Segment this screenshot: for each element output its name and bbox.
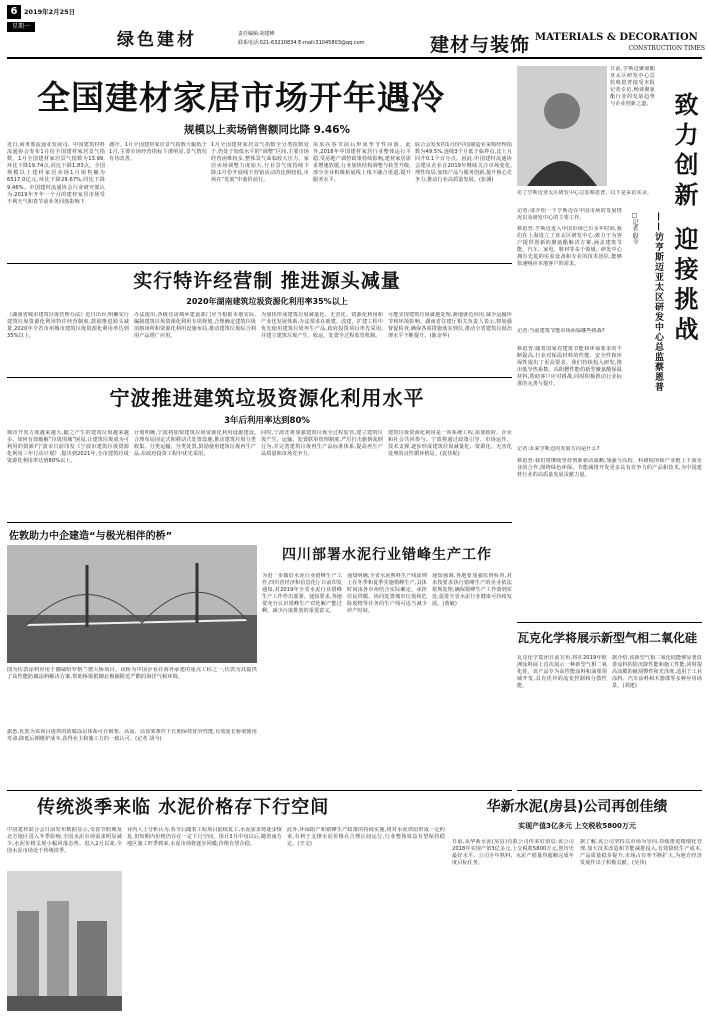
subheadline: 2020年湖南建筑垃圾资源化利用率35%以上 — [186, 297, 348, 306]
body-col-3: 通知强调,各地要加强监督检查,对未按要求执行错峰生产的企业依法依规处理,确保错峰生产工作落到实处,促进全省水泥行业健康可持续发展。(黄敏) — [432, 573, 512, 608]
body-col-1: 为进一步做好水泥行业错峰生产工作,四川省经济和信息化厅日前印发通知,对2019年全省水泥行业错峰生产工作作出部署。通知要求,各地要充分认识错峰生产对化解产能过剩、减少污染排放的重要意义。 — [262, 573, 342, 615]
body-col-3: 此外,环保限产和错峰生产政策的持续实施,将对水泥供给形成一定约束,有利于支撑水泥价格在合理区间运行,行业整体效益有望保持稳定。(辛文) — [287, 827, 445, 848]
headline: 全国建材家居市场开年遇冷 — [37, 78, 445, 117]
subheadline: 规模以上卖场销售额同比降 9.46% — [183, 124, 351, 136]
body-col-4: 建筑垃圾资源化利用是一项系统工程,需要政府、企业和社会共同参与。宁波将通过政策引导、市场运作、技术支撑,逐步形成建筑垃圾减量化、资源化、无害化处理的良性循环格局。(袁佳妮) — [388, 430, 512, 458]
article-huaxin-cement — [452, 793, 702, 1018]
cement-plant-photo — [7, 871, 122, 1011]
body-col-1: 中国建材联合会日前发布数据显示,受春节假期及北方地区进入冬季影响,全国水泥市场需求明显减少,水泥价格呈现小幅回落态势。进入2月以来,全国水泥市场处于传统淡季。 — [7, 827, 122, 855]
editor-contact: 联系电话:021-63210834 E-mail:31045803@qq.com — [238, 40, 365, 46]
intro: 访了亨斯迈亚太区研发中心总监蔡恩普。以下是采访实录。 — [517, 190, 653, 196]
body-col-1: 近日,商务部流通业发展司、中国建筑材料流通协会发布1月份全国建材家居景气指数。1月全国建材家居景气指数为13.99,环比下降19.74点,同比下降1.83点。全国规模以上建材家居卖场1月销售额为6517.0亿元,环比下降29.67%,同比下降9.46%。中国建材流通协会行业研究部认为,2019年开年一个月的建材家居市场受不利天气和春节前业务回落影响下 — [7, 142, 105, 205]
body-col-1: 瓦克化学集团日前宣布,将在2019年欧洲涂料展上首次展示一种新型气相二氧化硅。该产品专为高性能涂料和油墨领域开发,具有优异的流变控制和分散性能。 — [517, 655, 607, 690]
subheadline: ——访亨斯迈亚太区研发中心总监蔡恩普 — [653, 212, 663, 392]
photo-caption: 图为佐敦涂料应用于挪威哈罗格兰德大桥项目。该桥为中国企业在海外承建的重点工程之一,佐敦为其提供了高性能防腐涂料解决方案,帮助桥梁抵御北极圈附近严酷的海洋气候环境。 — [7, 667, 257, 681]
body-col-4: 需求在春节前后形成季节性回落。此外,2018年中国建材家居行业整体运行平稳,受房地产调控政策持续影响,建材家居需求增速放缓,行业加快结构调整与转型升级,部分企业积极拓展线上线下融合渠道,提升服务水平。 — [313, 142, 411, 184]
divider — [7, 790, 512, 791]
byline: □记者 殷今 — [631, 212, 638, 245]
article-jotun-bridge — [7, 525, 257, 787]
section-title-center: 建材与装饰 — [430, 34, 531, 56]
headline: 四川部署水泥行业错峰生产工作 — [282, 547, 492, 563]
person-silhouette — [517, 66, 607, 186]
headline: 实行特许经营制 推进源头减量 — [133, 270, 401, 292]
body-5: 记者:未来亨斯迈的发展方向是什么? — [517, 446, 600, 452]
body-col-3: 1月全国建材家居景气指数全分类指数处于,仍处于较低水平的“调整”区间,主要市场经营困难较多,整体景气面临较大压力。家居卖场调整力度加大,行业景气度持续下降;1月份开展线下营销活动的比例较低,市场在“发展”中曲折前行。 — [211, 142, 309, 184]
divider — [7, 263, 512, 264]
section-title-left: 绿色建材 — [117, 30, 197, 49]
divider — [517, 790, 702, 791]
body-6: 蔡恩普:我们将继续坚持创新驱动战略,加强与高校、科研院所和产业链上下游企业的合作,围绕绿色环保、节能减排开发更多具有竞争力的产品和技术,为中国建材行业的高质量发展贡献力量。 — [517, 458, 702, 479]
body-col-1: 日前,从华新水泥(房县)有限公司传来好消息:该公司2018年实现产值3亿多元,上交税收5800万元,创历史最好水平。公司全年熟料、水泥产销量均超额完成年度目标任务。 — [452, 839, 574, 867]
divider — [7, 522, 512, 523]
body-col-5: 联合会发布的1月份中国制造业采购经理指数为49.5%,连续3个月低于临界点,比上月回升0.1个百分点。因此,中国建材流通协会建议企业在2019年继续关注市场变化,理性布局,加快产品与服务创新,提升核心竞争力,推动行业高质量发展。(张溪) — [415, 142, 512, 184]
divider — [517, 622, 702, 623]
body-col-2: 业内人士分析认为,春节后随着工程项目陆续复工,水泥需求将逐步恢复,但短期内价格仍存在一定下行空间。预计3月中旬以后,随着南方地区施工旺季到来,水泥市场将逐步回暖,价格有望企稳。 — [127, 827, 282, 848]
article-innovation-interview — [517, 62, 702, 622]
headline: 致力创新 迎接挑战 — [670, 92, 698, 347]
body: 据悉,佐敦为该项目提供的防腐涂层体系可在极寒、高湿、高盐雾条件下长期保持优异性能,有效延长桥梁使用寿命,降低后期维护成本,获得业主和施工方的一致认可。(记者 胡今) — [7, 729, 257, 743]
article-hunan-waste — [7, 266, 512, 376]
article-wacker-silica — [517, 625, 702, 787]
section-title-en: MATERIALS & DECORATION — [535, 32, 698, 43]
headline: 宁波推进建筑垃圾资源化利用水平 — [109, 386, 425, 410]
body-col-1: 城市开发力度越来越大,随之产生的建筑垃圾越来越多。如何有效破解“垃圾围城”困局,让建筑垃圾成为可利用的资源?宁波市日前印发《宁波市建筑垃圾资源化利用三年行动计划》,提出到2021年,全市建筑垃圾资源化利用率达到80%以上。 — [7, 430, 129, 465]
plant-illustration — [7, 871, 122, 1011]
body-col-2: 据介绍,该新型气相二氧化硅能够显著改善涂料的防沉降性能和施工性能,同时提高涂膜的耐刮擦性和光泽度,适用于工业涂料、汽车涂料和木器漆等多种应用场景。(刘建) — [612, 655, 702, 690]
weekday-tag: 星期一 — [7, 22, 35, 32]
header-rule — [7, 57, 702, 59]
body-col-2: 遇冷。1月全国建材家居景气指数大幅低于1月,主要市场经营指标下滑明显,景气情况有待改善。 — [109, 142, 207, 163]
interviewee-photo — [517, 66, 607, 186]
divider — [7, 377, 512, 378]
headline: 瓦克化学将展示新型气相二氧化硅 — [517, 631, 698, 645]
body-col-3: 同时,宁波还将加强建筑垃圾全过程监管,建立建筑垃圾产生、运输、处置联单管理制度,严厉打击偷倒乱倒行为,并完善建筑垃圾再生产品标准体系,提高再生产品质量和市场竞争力。 — [261, 430, 383, 458]
issue-date: 2019年2月25日 — [24, 8, 76, 16]
bridge-photo — [7, 545, 257, 663]
body-col-3: 为加快形成建筑垃圾减量化、无害化、资源化利用和产业化发展体系,办法要求在新建、改建、扩建工程中优先使用建筑垃圾再生产品,政府投资项目率先采用,并建立建筑垃圾产生、收运、处置全过程监管机制。 — [261, 312, 383, 340]
bridge-illustration — [7, 545, 257, 663]
article-market-cools — [7, 62, 512, 262]
body-1: 记者:请介绍一下亨斯迈在中国市场的发展情况以及研发中心的主要工作。 — [517, 208, 622, 222]
subheadline: 3年后利用率达到80% — [224, 416, 310, 426]
page-number: 6 — [10, 6, 18, 17]
headline: 华新水泥(房县)公司再创佳绩 — [486, 799, 668, 815]
photo-caption: 日前,亨斯迈聚氨酯亚太区研发中心总监蔡恩普接受本报记者专访,畅谈聚氨酯行业的发展趋势与企业创新之道。 — [610, 66, 655, 108]
page-number-box — [7, 5, 21, 19]
body-col-1: 《湖南省城市建筑垃圾管理办法》近日出台,明确实行建筑垃圾资源化利用特许经营制度,鼓励推进源头减量,2020年全省市州城市建筑垃圾资源化利用率达到35%以上。 — [7, 312, 129, 340]
article-cement-price — [7, 793, 447, 1018]
body-2: 蔡恩普:亨斯迈进入中国市场已有多年时间,我们在上海设立了亚太区研发中心,致力于为客户提供创新的聚氨酯解决方案,涵盖建筑节能、汽车、家电、鞋材等多个领域。研发中心拥有先进的实验设备和专业的技术团队,能够快速响应本地客户的需求。 — [517, 226, 622, 268]
headline: 传统淡季来临 水泥价格存下行空间 — [37, 797, 330, 818]
body-col-2: 通知明确,全省水泥熟料生产线原则上在冬季和夏季实施错峰生产,具体时间由各市州结合实际确定。承担居民供暖、协同处置城市垃圾和危险废物等任务的生产线可适当减少停产时间。 — [347, 573, 427, 615]
subheadline: 实现产值3亿多元 上交税收5800万元 — [518, 822, 636, 830]
section-subtitle-en: CONSTRUCTION TIMES — [628, 45, 705, 52]
article-ningbo-waste — [7, 380, 512, 520]
headline: 佐敦助力中企建造“与极光相伴的桥” — [9, 531, 173, 542]
body-col-4: 可能实现建筑垃圾就地处理,就地就近回用,减少运输环节和环境影响。湖南省住建厅相关负责人表示,将加强督促检查,确保各项措施落实到位,推动全省建筑垃圾治理水平不断提升。(陈金华) — [388, 312, 512, 340]
editor-name: 责任编辑:胡建峰 — [238, 31, 275, 37]
body-3: 记者:当前建筑节能市场面临哪些挑战? — [517, 328, 605, 334]
article-sichuan-cement — [262, 525, 512, 787]
body-4: 蔡恩普:随着国家对建筑节能和环保要求的不断提高,行业对保温材料的性能、安全性和环保性提出了更高要求。我们持续投入研发,推出低导热系数、高阻燃性能的新型聚氨酯保温材料,帮助客户应对挑战,同时积极推动行业标准的完善与提升。 — [517, 346, 622, 388]
body-col-2: 计划明确,宁波将加快建筑垃圾资源化利用设施建设,合理布局固定式和移动式处置设施,推动建筑垃圾分类收集、分类运输、分类处置,鼓励使用建筑垃圾再生产品,在政府投资工程中优先采用。 — [134, 430, 256, 458]
body-col-2: 办法提出,各级住房城乡建设部门应当根据本地实际,编制建筑垃圾资源化利用专项规划,合理确定建筑垃圾消纳场所和资源化利用设施布局,推动建筑垃圾综合利用产品推广应用。 — [134, 312, 256, 340]
page-header — [0, 0, 708, 60]
body-col-2: 据了解,该公司坚持以市场为导向,持续推进精细化管理,加大技术改造和节能减排投入,有效降低生产成本,产品质量稳步提升,市场占有率不断扩大,为地方经济发展作出了积极贡献。(吴伟) — [580, 839, 702, 867]
